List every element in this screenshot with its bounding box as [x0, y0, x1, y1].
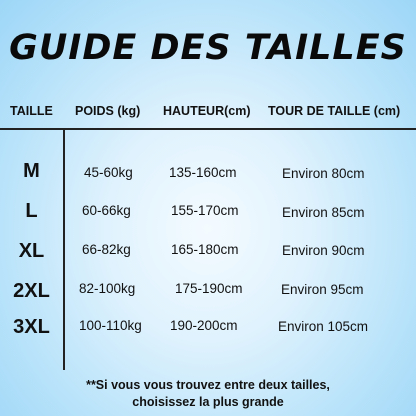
row-m-tour: Environ 80cm [282, 166, 365, 181]
size-advice-note [0, 377, 416, 411]
row-m-hauteur: 135-160cm [169, 165, 237, 180]
row-3xl-tour: Environ 105cm [278, 319, 369, 334]
note-line-1: **Si vous vous trouvez entre deux tailles, [86, 378, 330, 392]
row-2xl-tour: Environ 95cm [281, 282, 364, 297]
row-2xl-poids: 82-100kg [79, 281, 136, 296]
size-label-l: L [25, 200, 38, 222]
column-divider [63, 128, 65, 370]
size-label-3xl: 3XL [13, 316, 50, 338]
size-label-m: M [23, 160, 40, 182]
row-2xl-hauteur: 175-190cm [175, 281, 243, 296]
size-label-2xl: 2XL [13, 280, 50, 302]
row-xl-hauteur: 165-180cm [171, 242, 239, 257]
row-xl-tour: Environ 90cm [282, 243, 365, 258]
row-l-hauteur: 155-170cm [171, 203, 239, 218]
row-3xl-poids: 100-110kg [79, 318, 142, 333]
row-l-tour: Environ 85cm [282, 205, 365, 220]
header-tour-de-taille: TOUR DE TAILLE (cm) [268, 104, 401, 118]
size-label-xl: XL [18, 240, 45, 262]
header-hauteur: HAUTEUR(cm) [163, 104, 251, 118]
row-l-poids: 60-66kg [82, 203, 131, 218]
page-title: GUIDE DES TAILLES [9, 28, 407, 68]
row-xl-poids: 66-82kg [82, 242, 131, 257]
row-m-poids: 45-60kg [84, 165, 133, 180]
note-line-2: choisissez la plus grande [132, 395, 284, 409]
header-taille: TAILLE [10, 104, 53, 118]
row-3xl-hauteur: 190-200cm [170, 318, 238, 333]
header-poids: POIDS (kg) [75, 104, 141, 118]
